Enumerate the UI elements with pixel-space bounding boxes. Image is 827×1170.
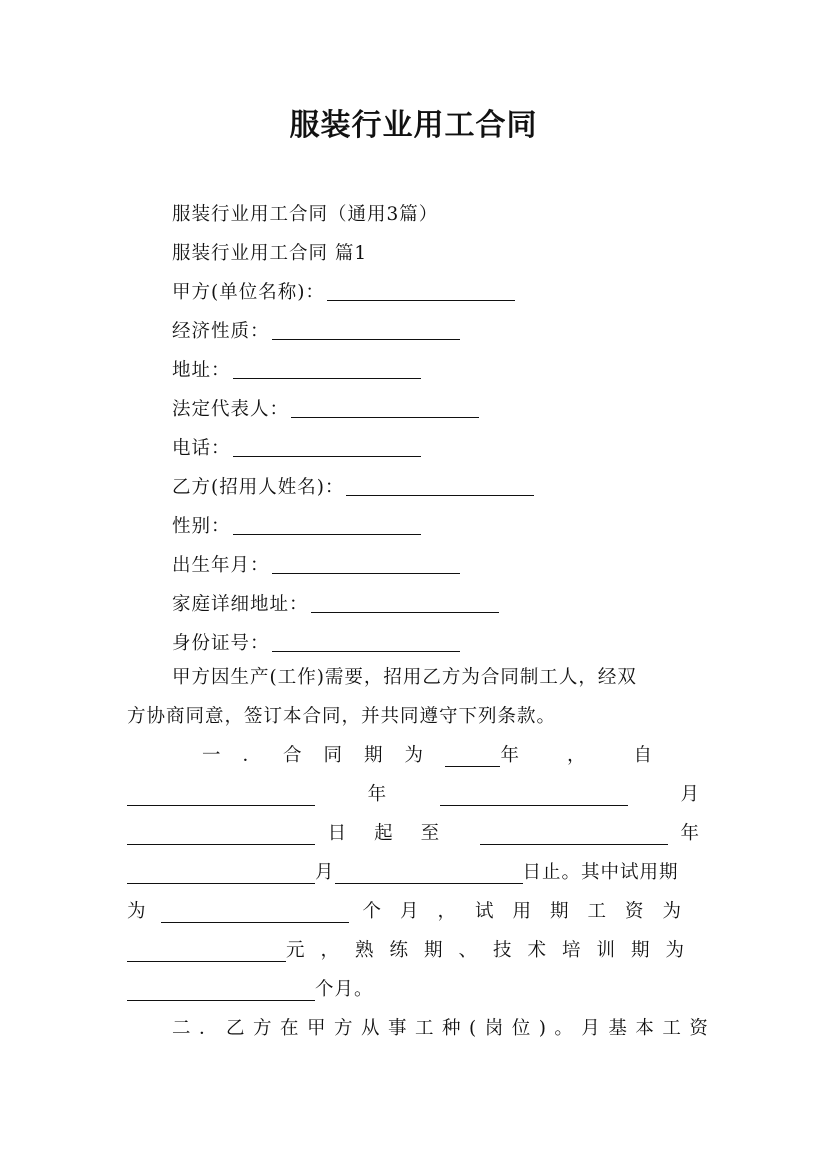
- blank-line: [127, 783, 315, 806]
- blank-line: [127, 861, 315, 884]
- field-gender: [172, 512, 421, 538]
- field-party-b: [172, 473, 534, 499]
- intro-text: 甲方因生产(工作)需要，招用乙方为合同制工人，经双: [172, 667, 637, 688]
- intro-line-2: [127, 697, 700, 736]
- field-label: 法定代表人：: [172, 399, 290, 420]
- field-phone: [172, 434, 421, 460]
- intro-text: 方协商同意，签订本合同，并共同遵守下列条款。: [127, 706, 557, 727]
- field-label: 经济性质：: [172, 321, 270, 342]
- clause-text: 月: [680, 784, 700, 805]
- subtitle: 服装行业用工合同（通用3篇）: [172, 204, 439, 225]
- clause-text: 一．合同期为: [202, 745, 446, 766]
- blank-line: [272, 555, 460, 574]
- field-label: 电话：: [172, 438, 231, 459]
- clause-text: 元，熟练期、技术培训期为: [285, 940, 700, 961]
- blank-line: [440, 783, 628, 806]
- field-economic-nature: [172, 317, 460, 343]
- field-label: 出生年月：: [172, 555, 270, 576]
- clause-text: 月: [315, 862, 335, 883]
- clause-text: 日止。其中试用期: [522, 862, 679, 883]
- field-label: 身份证号：: [172, 633, 270, 654]
- clause-text: 个月，试用期工资为: [362, 901, 700, 922]
- blank-line: [233, 516, 421, 535]
- clause-text: 日起至: [327, 823, 468, 844]
- clause1-line-5: [127, 892, 700, 931]
- field-birth: [172, 551, 460, 577]
- document-title: 服装行业用工合同: [289, 108, 538, 143]
- blank-line: [127, 939, 286, 962]
- clause1-line-4: [127, 853, 700, 892]
- intro-line-1: [127, 658, 700, 697]
- blank-line: [346, 477, 534, 496]
- clause1-line-1: [127, 736, 700, 775]
- blank-line: [311, 594, 499, 613]
- blank-line: [233, 438, 421, 457]
- contract-body: [127, 658, 717, 1048]
- blank-line: [480, 822, 668, 845]
- clause1-line-7: [127, 970, 700, 1009]
- blank-line: [233, 360, 421, 379]
- clause1-line-3: [127, 814, 700, 853]
- blank-line: [161, 900, 349, 923]
- blank-line: [335, 861, 523, 884]
- clause-text: 年: [367, 784, 388, 805]
- clause-text: 为: [127, 901, 147, 922]
- blank-line: [327, 282, 515, 301]
- blank-line: [127, 822, 315, 845]
- section-heading: 服装行业用工合同 篇1: [172, 243, 368, 264]
- field-legal-rep: [172, 395, 479, 421]
- clause-text: 年，自: [500, 745, 700, 766]
- blank-line: [445, 744, 500, 767]
- field-id-number: [172, 629, 460, 655]
- field-home-address: [172, 590, 499, 616]
- blank-line: [272, 321, 460, 340]
- clause-text: 二．乙方在甲方从事工种(岗位)。月基本工资: [172, 1018, 717, 1039]
- clause-text: 个月。: [315, 979, 374, 1000]
- field-label: 地址：: [172, 360, 231, 381]
- field-party-a: [172, 278, 515, 304]
- clause1-line-6: [127, 931, 700, 970]
- blank-line: [127, 978, 315, 1001]
- clause-text: 年: [680, 823, 700, 844]
- blank-line: [272, 633, 460, 652]
- field-label: 性别：: [172, 516, 231, 537]
- field-label: 甲方(单位名称)：: [172, 282, 325, 303]
- field-label: 家庭详细地址：: [172, 594, 309, 615]
- clause2-line-1: [127, 1009, 717, 1048]
- field-label: 乙方(招用人姓名)：: [172, 477, 345, 498]
- blank-line: [291, 399, 479, 418]
- clause1-line-2: [127, 775, 700, 814]
- field-address: [172, 356, 421, 382]
